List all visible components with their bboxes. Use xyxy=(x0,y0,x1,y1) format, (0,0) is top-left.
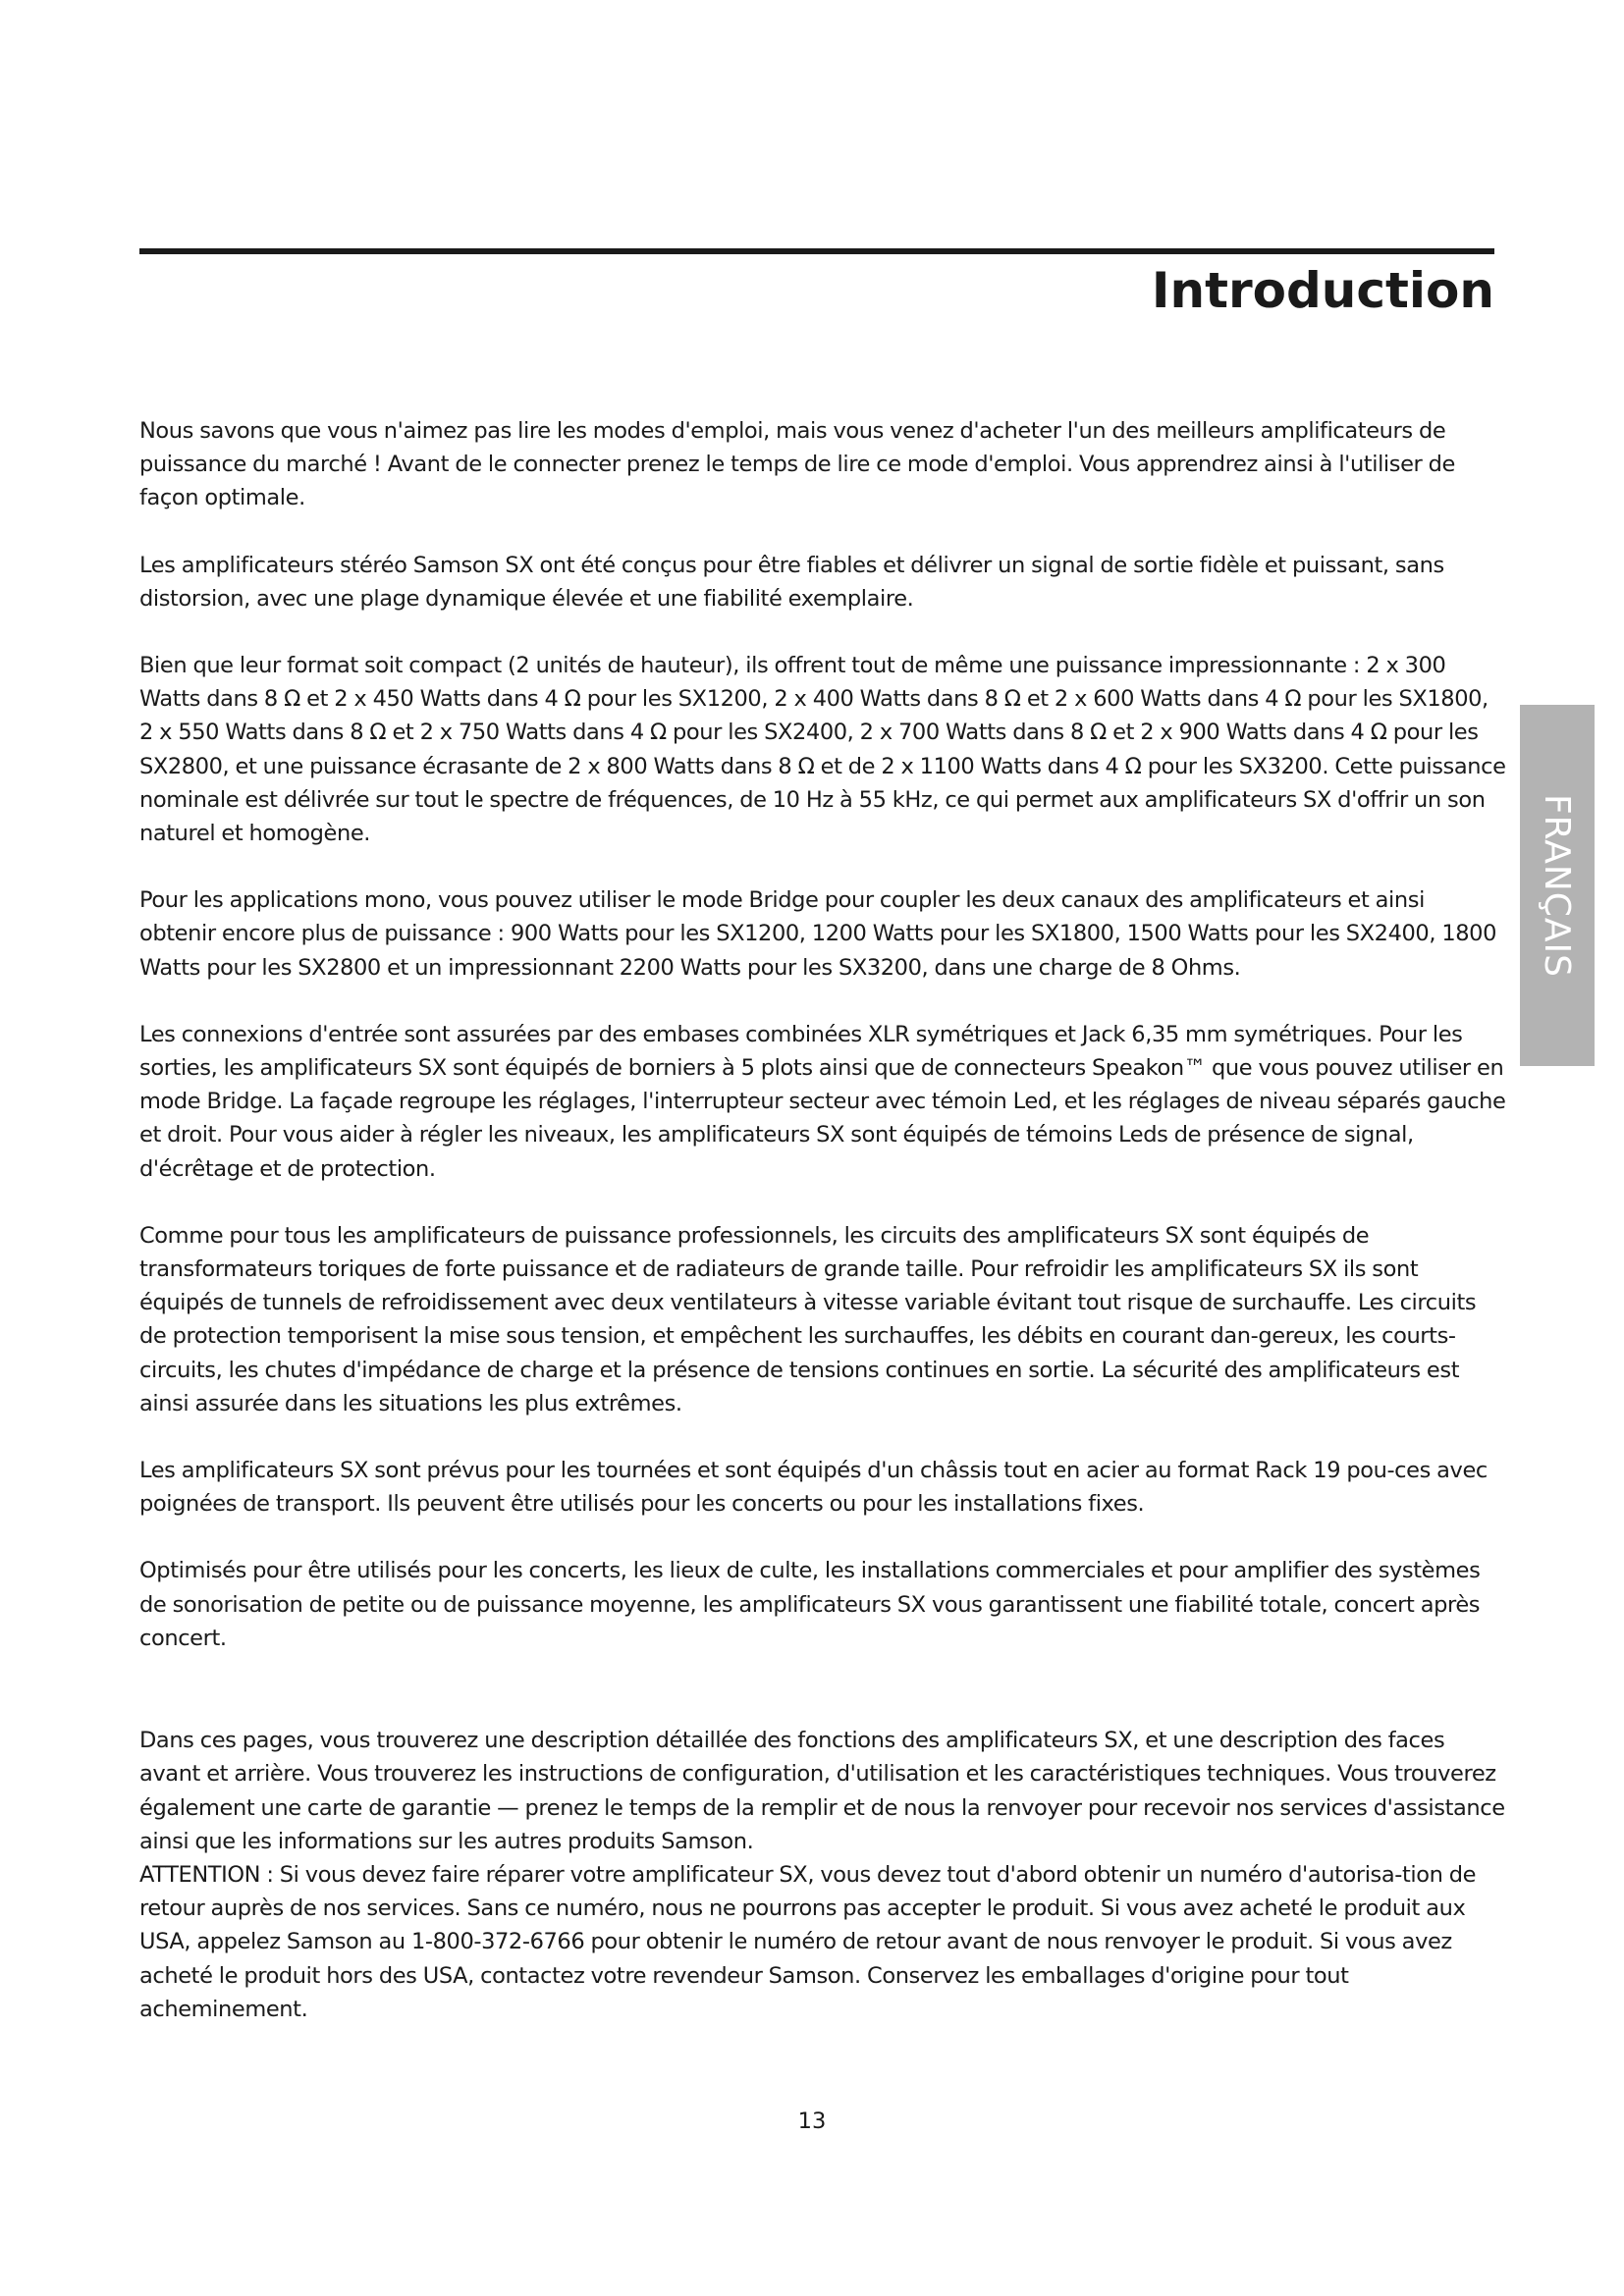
paragraph-protection: Comme pour tous les amplificateurs de puissance professionnels, les circuits des amplificateurs SX sont équipés de transformateurs toriques de forte puissance et de radiateurs de grande taille. Pour refroidir les amplificateurs SX ils sont équipés de tunnels de refroidissement avec deux ventilateurs à vitesse variable évitant tout risque de surchauffe. Les circuits de protection temporisent la mise sous tension, et empêchent les surchauffes, les débits en courant dan-gereux, les courts-circuits, les chutes d'impédance de charge et la présence de tensions continues en sortie. La sécurité des amplificateurs est ainsi assurée dans les situations les plus extrêmes. xyxy=(139,1222,1477,1416)
language-tab-label: FRANÇAIS xyxy=(1537,793,1578,978)
paragraph-attention: ATTENTION : Si vous devez faire réparer votre amplificateur SX, vous devez tout d'abord obtenir un numéro d'autorisa-tion de retour auprès de nos services. Sans ce numéro, nous ne pourrons pas accepter le produit. Si vous avez acheté le produit aux USA, appelez Samson au 1-800-372-6766 pour obtenir le numéro de retour avant de nous renvoyer le produit. Si vous avez acheté le produit hors des USA, contactez votre revendeur Samson. Conservez les emballages d'origine pour tout acheminement. xyxy=(139,1861,1477,2022)
paragraph-bridge-mode: Pour les applications mono, vous pouvez utiliser le mode Bridge pour coupler les deux canaux des amplificateurs et ainsi obtenir encore plus de puissance : 900 Watts pour les SX1200, 1200 Watts pour les SX1800, 1500 Watts pour les SX2400, 1800 Watts pour les SX2800 et un impressionnant 2200 Watts pour les SX3200, dans une charge de 8 Ohms. xyxy=(139,887,1496,981)
paragraph-connections: Les connexions d'entrée sont assurées par des embases combinées XLR symétriques et Jack 6,35 mm symétriques. Pour les sorties, les amplificateurs SX sont équipés de borniers à 5 plots ainsi que de connecteurs Speakon™ que vous pouvez utiliser en mode Bridge. La façade regroupe les réglages, l'interrupteur secteur avec témoin Led, et les réglages de niveau séparés gauche et droit. Pour vous aider à régler les niveaux, les amplificateurs SX sont équipés de témoins Leds de présence de signal, d'écrêtage et de protection. xyxy=(139,1021,1506,1182)
paragraph-power-ratings: Bien que leur format soit compact (2 unités de hauteur), ils offrent tout de même une puissance impressionnante : 2 x 300 Watts dans 8 Ω et 2 x 450 Watts dans 4 Ω pour les SX1200, 2 x 400 Watts dans 8 Ω et 2 x 600 Watts dans 4 Ω pour les SX1800, 2 x 550 Watts dans 8 Ω et 2 x 750 Watts dans 4 Ω pour les SX2400, 2 x 700 Watts dans 8 Ω et 2 x 900 Watts dans 4 Ω pour les SX2800, et une puissance écrasante de 2 x 800 Watts dans 8 Ω et de 2 x 1100 Watts dans 4 Ω pour les SX3200. Cette puissance nominale est délivrée sur tout le spectre de fréquences, de 10 Hz à 55 kHz, ce qui permet aux amplificateurs SX d'offrir un son naturel et homogène. xyxy=(139,653,1506,847)
body-text xyxy=(139,414,1506,2026)
paragraph-design: Les amplificateurs stéréo Samson SX ont été conçus pour être fiables et délivrer un signal de sortie fidèle et puissant, sans distorsion, avec une plage dynamique élevée et une fiabilité exemplaire. xyxy=(139,552,1444,612)
paragraph-applications: Optimisés pour être utilisés pour les concerts, les lieux de culte, les installations commerciales et pour amplifier des systèmes de sonorisation de petite ou de puissance moyenne, les amplificateurs SX vous garantissent une fiabilité totale, concert après concert. xyxy=(139,1558,1481,1651)
page-number: 13 xyxy=(797,2109,827,2134)
paragraph-intro: Nous savons que vous n'aimez pas lire les modes d'emploi, mais vous venez d'acheter l'un des meilleurs amplificateurs de puissance du marché ! Avant de le connecter prenez le temps de lire ce mode d'emploi. Vous apprendrez ainsi à l'utiliser de façon optimale. xyxy=(139,418,1455,511)
paragraph-manual-contents: Dans ces pages, vous trouverez une description détaillée des fonctions des amplificateurs SX, et une description des faces avant et arrière. Vous trouverez les instructions de configuration, d'utilisation et les caractéristiques techniques. Vous trouverez également une carte de garantie — prenez le temps de la remplir et de nous la renvoyer pour recevoir nos services d'assistance ainsi que les informations sur les autres produits Samson. xyxy=(139,1728,1505,1854)
page-title: Introduction xyxy=(1151,262,1494,319)
paragraph-chassis: Les amplificateurs SX sont prévus pour les tournées et sont équipés d'un châssis tout en acier au format Rack 19 pou-ces avec poignées de transport. Ils peuvent être utilisés pour les concerts ou pour les installations fixes. xyxy=(139,1458,1488,1518)
language-side-tab xyxy=(1520,705,1595,1066)
